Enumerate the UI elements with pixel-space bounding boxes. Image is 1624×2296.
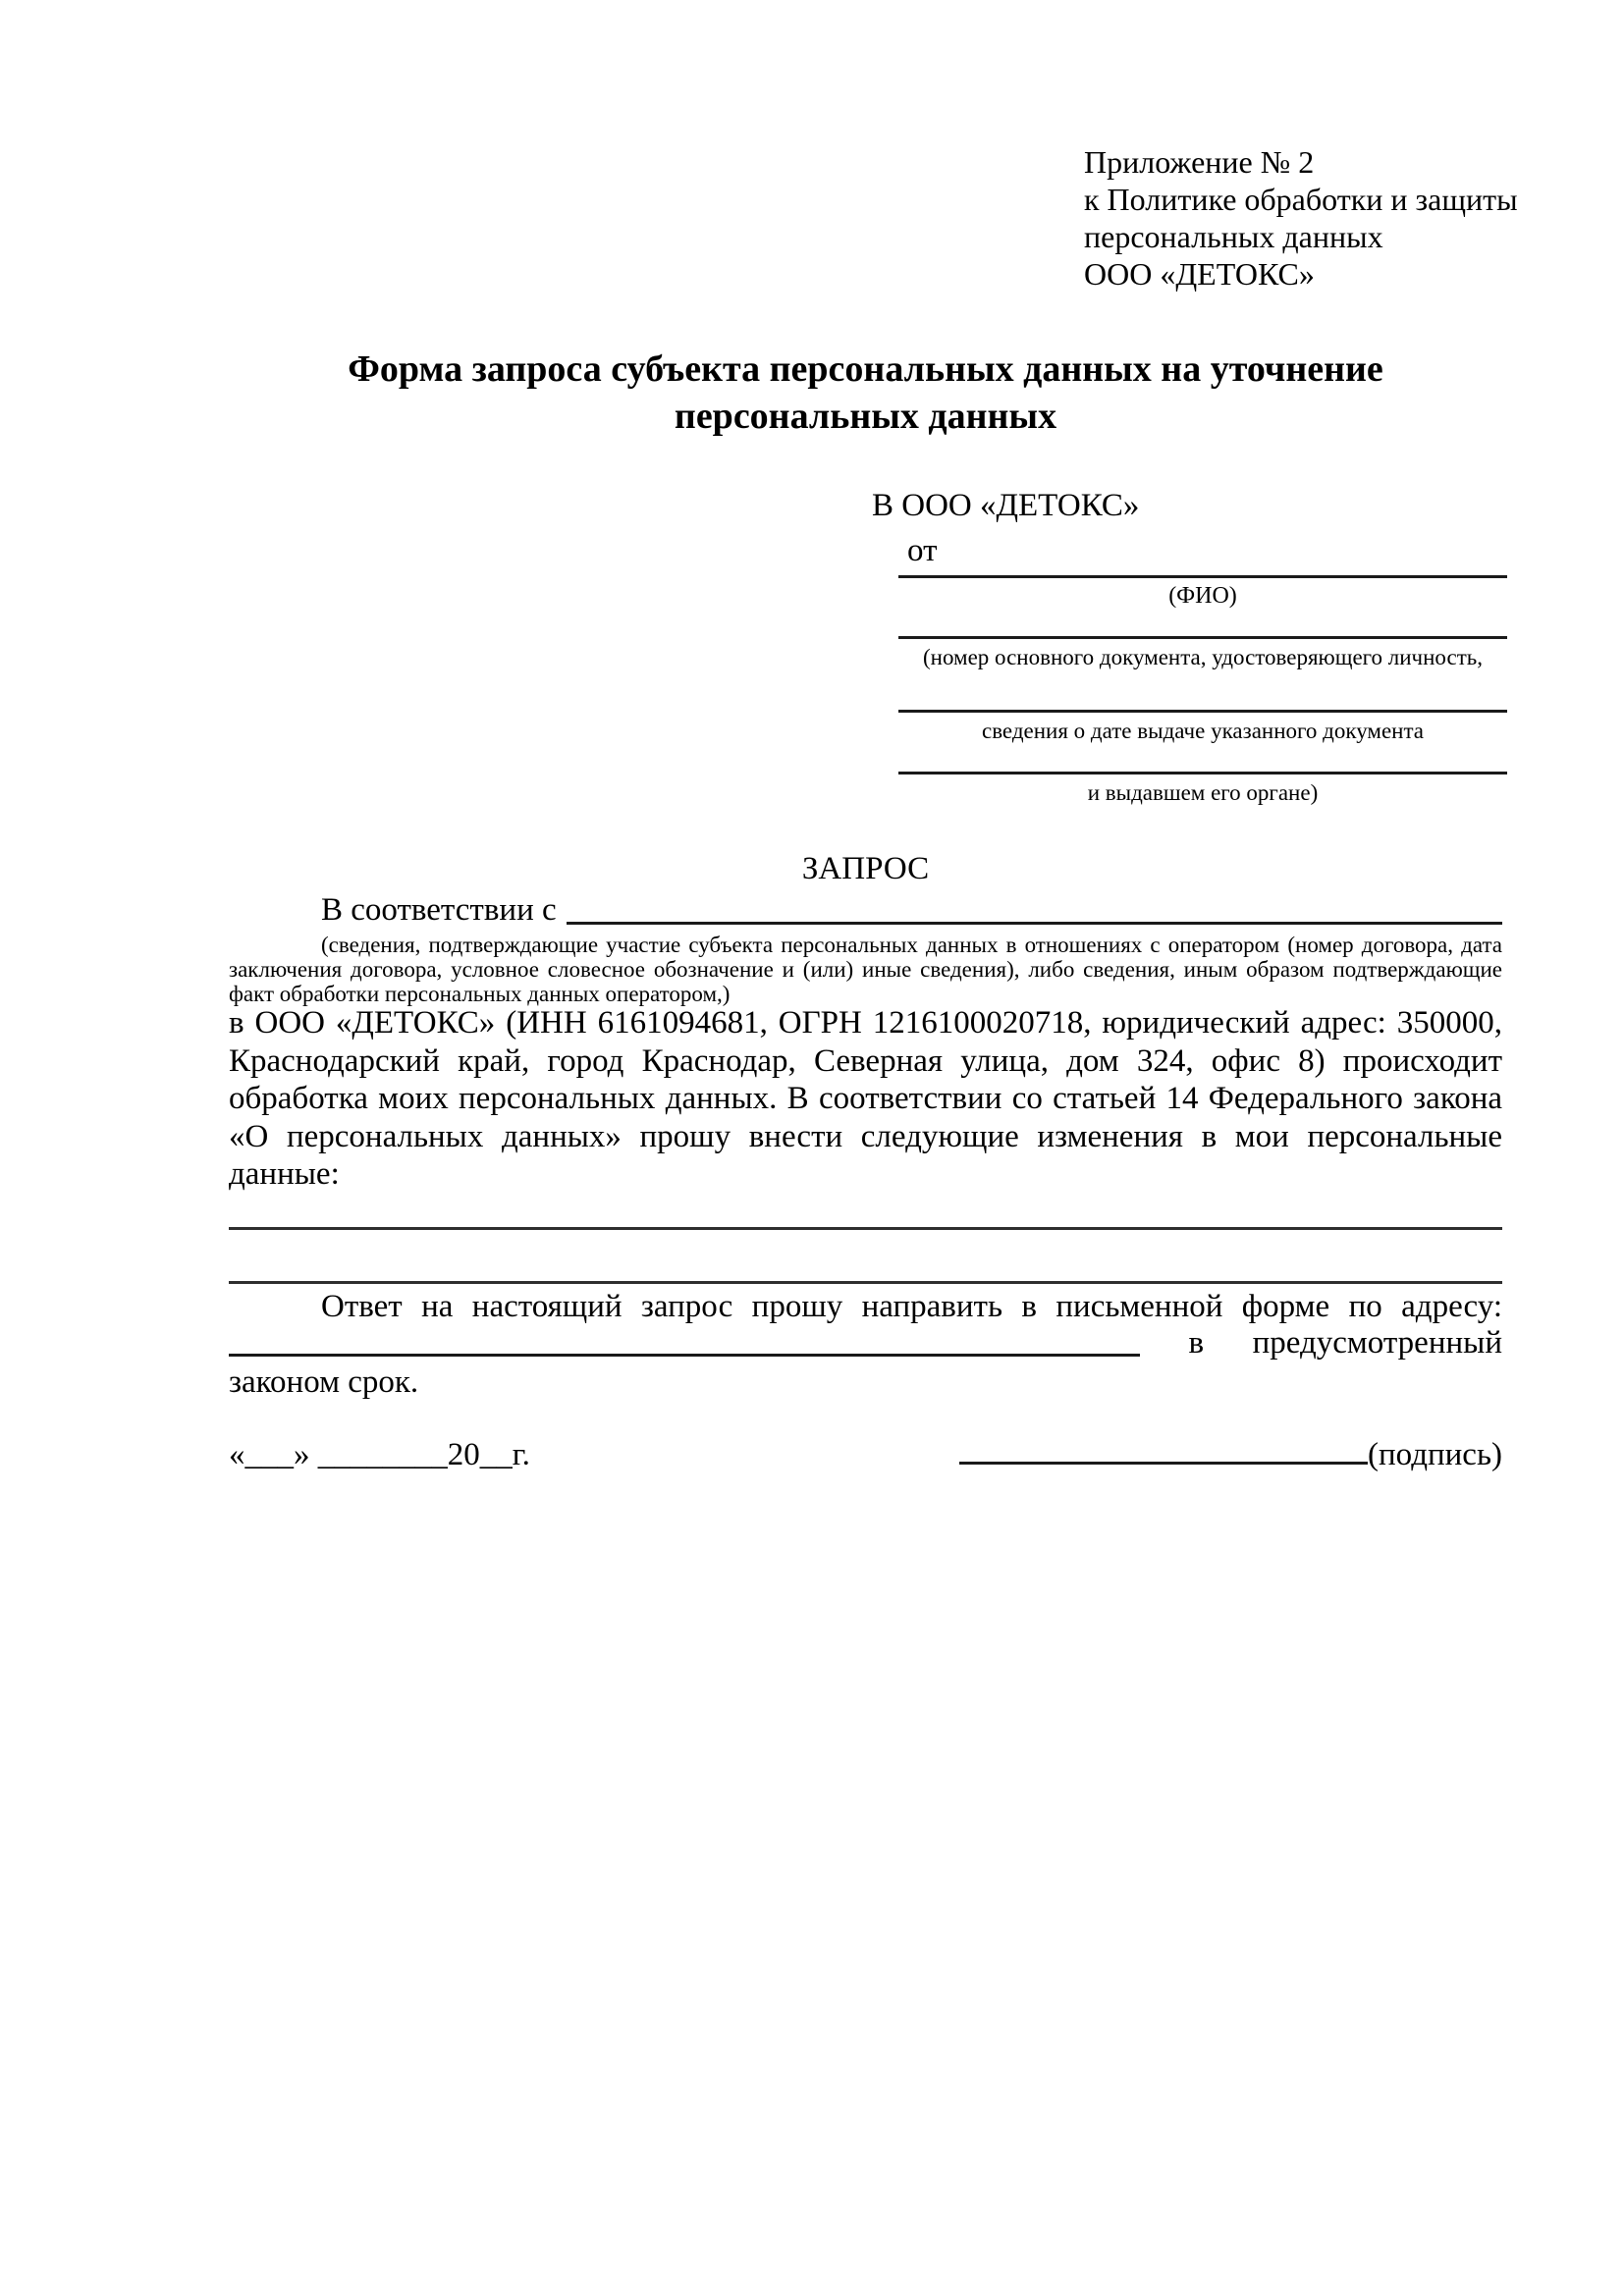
issue-date-caption: сведения о дате выдаче указанного документа xyxy=(981,719,1425,743)
reply-word-term: предусмотренный xyxy=(1252,1325,1502,1361)
issue-date-blank-line xyxy=(898,710,1507,713)
changes-blank-line-2 xyxy=(229,1281,1502,1284)
reply-intro-line: Ответ на настоящий запрос прошу направить в письменной форме по адресу: xyxy=(321,1289,1502,1324)
document-number-blank-line xyxy=(898,636,1507,639)
document-title xyxy=(229,346,1502,440)
appendix-header-line-3: персональных данных xyxy=(1084,219,1383,254)
appendix-header-line-2: к Политике обработки и защиты xyxy=(1084,182,1518,217)
reply-address-row xyxy=(229,1324,1502,1362)
address-blank-line xyxy=(229,1324,1140,1357)
lead-sentence-text: В соответствии с xyxy=(321,892,557,928)
signature-caption: (подпись) xyxy=(1368,1437,1502,1472)
request-heading: ЗАПРОС xyxy=(801,851,930,886)
fio-caption: (ФИО) xyxy=(1168,583,1237,609)
lead-footnote: (сведения, подтверждающие участие субъекта персональных данных в отношениях с оператором (номер договора, дата заключения договора, условное словесное обозначение и (или) иные сведения), либо сведения, иным образом подтверждающие факт обработки персональных данных оператором,) xyxy=(229,933,1502,1006)
signature-blank-line xyxy=(959,1432,1368,1465)
reply-tail-line: законом срок. xyxy=(229,1364,419,1400)
document-number-caption: (номер основного документа, удостоверяющего личность, xyxy=(922,645,1483,669)
reply-word-in: в xyxy=(1188,1325,1205,1361)
date-signature-row xyxy=(229,1432,1502,1473)
addressee-organization: В ООО «ДЕТОКС» xyxy=(872,488,1140,523)
document-title-line-1: Форма запроса субъекта персональных данных на уточнение xyxy=(348,348,1383,390)
request-body-paragraph: в ООО «ДЕТОКС» (ИНН 6161094681, ОГРН 1216100020718, юридический адрес: 350000, Краснодарский край, город Краснодар, Северная улица, дом 324, офис 8) происходит обработка моих персональных данных. В соответствии со статьей 14 Федерального закона «О персональных данных» прошу внести следующие изменения в мои персональные данные: xyxy=(229,1005,1502,1192)
appendix-header-line-4: ООО «ДЕТОКС» xyxy=(1084,256,1315,292)
lead-sentence-row xyxy=(229,891,1502,929)
signature-group xyxy=(959,1432,1502,1473)
appendix-header-line-1: Приложение № 2 xyxy=(1084,144,1315,180)
fio-blank-line xyxy=(898,575,1507,578)
changes-blank-line-1 xyxy=(229,1227,1502,1230)
issuing-authority-blank-line xyxy=(898,772,1507,774)
lead-blank-line xyxy=(567,891,1502,925)
date-blank-text: «___» ________20__г. xyxy=(229,1437,530,1472)
addressee-from-label: от xyxy=(907,533,938,568)
issuing-authority-caption: и выдавшем его органе) xyxy=(1087,780,1319,805)
appendix-header xyxy=(1084,143,1518,293)
document-title-line-2: персональных данных xyxy=(674,396,1057,437)
